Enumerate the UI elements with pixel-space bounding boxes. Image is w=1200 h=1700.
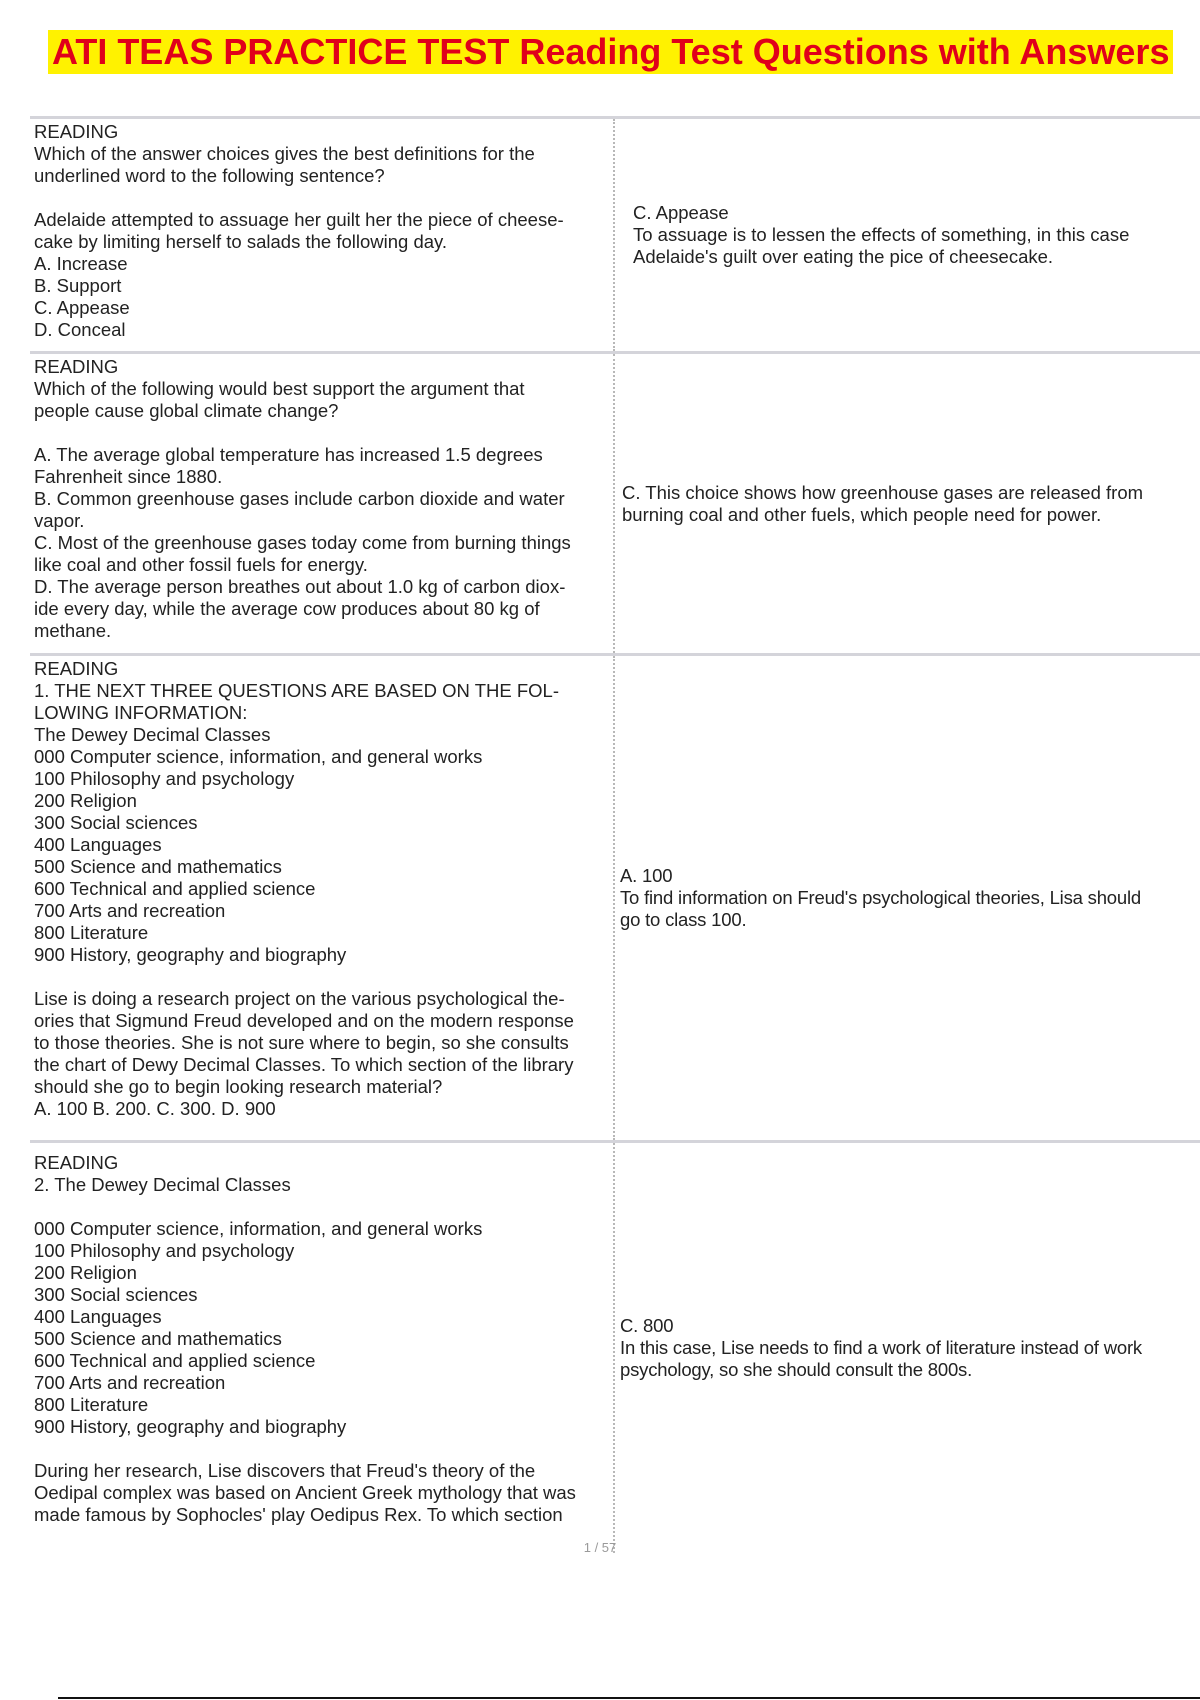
document-title: ATI TEAS PRACTICE TEST Reading Test Questions with Answers [48,30,1173,74]
title-banner [48,30,1173,74]
question-cell: READING Which of the answer choices gives the best definitions for the underlined word to the following sentence? Adelaide attempted to assuage her guilt her the piece of cheese- cake by limiting herself to salads the following day. A. Increase B. Support C. Appease D. Conceal [30,119,615,351]
answer-text: C. This choice shows how greenhouse gases are released from burning coal and other fuels, which people need for power. [622,481,1144,525]
answer-cell [615,1143,1200,1553]
flashcard-row [30,653,1200,1140]
question-cell: READING Which of the following would best support the argument that people cause global climate change? A. The average global temperature has increased 1.5 degrees Fahrenheit since 1880. B. Common greenhouse gases include carbon dioxide and water vapor. C. Most of the greenhouse gases today come from burning things like coal and other fossil fuels for energy. D. The average person breathes out about 1.0 kg of carbon diox- ide every day, while the average cow produces about 80 kg of methane. [30,354,615,653]
answer-text: A. 100 To find information on Freud's psychological theories, Lisa should go to class 100. [620,865,1141,930]
footer-divider [58,1697,1200,1699]
question-cell: READING 1. THE NEXT THREE QUESTIONS ARE BASED ON THE FOL- LOWING INFORMATION: The Dewey Decimal Classes 000 Computer science, information, and general works 100 Philosophy and psychology 200 Religion 300 Social sciences 400 Languages 500 Science and mathematics 600 Technical and applied science 700 Arts and recreation 800 Literature 900 History, geography and biography Lise is doing a research project on the various psychological the- ories that Sigmund Freud developed and on the modern response to those theories. She is not sure where to begin, so she consults the chart of Dewy Decimal Classes. To which section of the library should she go to begin looking research material? A. 100 B. 200. C. 300. D. 900 [30,656,615,1140]
flashcard-row [30,351,1200,653]
flashcard-row [30,116,1200,351]
flashcard-table [30,116,1200,1553]
answer-cell [615,656,1200,1140]
answer-cell [615,119,1200,351]
page-number: 1 / 57 [583,1540,617,1555]
question-cell: READING 2. The Dewey Decimal Classes 000 Computer science, information, and general works 100 Philosophy and psychology 200 Religion 300 Social sciences 400 Languages 500 Science and mathematics 600 Technical and applied science 700 Arts and recreation 800 Literature 900 History, geography and biography During her research, Lise discovers that Freud's theory of the Oedipal complex was based on Ancient Greek mythology that was made famous by Sophocles' play Oedipus Rex. To which section [30,1143,615,1553]
flashcard-row [30,1140,1200,1553]
answer-text: C. 800 In this case, Lise needs to find a work of literature instead of work psychology, so she should consult the 800s. [620,1315,1142,1380]
answer-text: C. Appease To assuage is to lessen the effects of something, in this case Adelaide's guilt over eating the pice of cheesecake. [633,202,1130,267]
answer-cell [615,354,1200,653]
